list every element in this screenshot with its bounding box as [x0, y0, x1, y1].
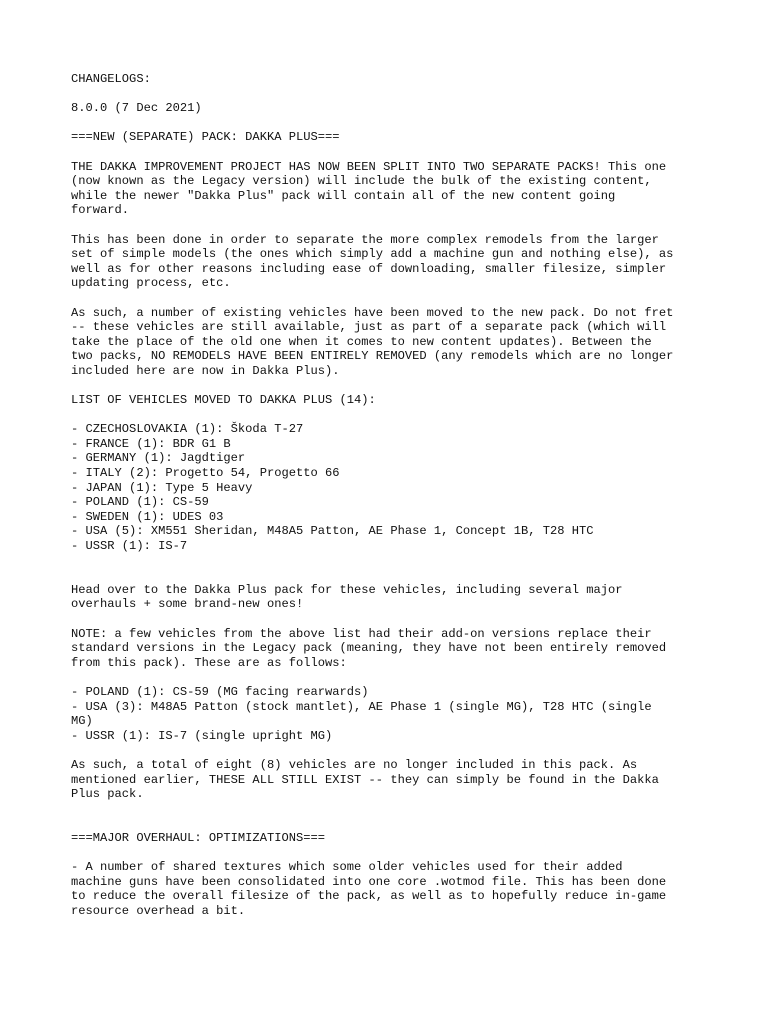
list-item: - ITALY (2): Progetto 54, Progetto 66 — [71, 466, 340, 481]
text-line: -- these vehicles are still available, just as part of a separate pack (which will — [71, 320, 667, 335]
list-item: - SWEDEN (1): UDES 03 — [71, 509, 224, 524]
text-line: As such, a total of eight (8) vehicles are no longer included in this pack. As — [71, 757, 638, 772]
list-item: - USSR (1): IS-7 — [71, 539, 188, 553]
text-line: well as for other reasons including ease of downloading, smaller filesize, simpler — [71, 261, 667, 276]
paragraph-optimizations — [71, 860, 711, 918]
text-line: forward. — [71, 203, 130, 218]
paragraph-split-reason — [71, 233, 711, 291]
list-item: - POLAND (1): CS-59 — [71, 495, 209, 510]
list-item: - FRANCE (1): BDR G1 B — [71, 436, 231, 451]
text-line: - A number of shared textures which some older vehicles used for their added — [71, 860, 623, 875]
list-item: - USA (5): XM551 Sheridan, M48A5 Patton, AE Phase 1, Concept 1B, T28 HTC — [71, 524, 594, 539]
moved-vehicles-list — [71, 422, 711, 553]
text-line: As such, a number of existing vehicles have been moved to the new pack. Do not fret — [71, 305, 674, 320]
list-item: MG) — [71, 714, 93, 729]
section-title-dakka-plus: ===NEW (SEPARATE) PACK: DAKKA PLUS=== — [71, 130, 340, 145]
text-line: standard versions in the Legacy pack (meaning, they have not been entirely removed — [71, 641, 667, 656]
list-item: - USSR (1): IS-7 (single upright MG) — [71, 728, 333, 743]
text-line: from this pack). These are as follows: — [71, 655, 347, 670]
version-label: 8.0.0 (7 Dec 2021) — [71, 101, 202, 116]
text-line: set of simple models (the ones which simply add a machine gun and nothing else), as — [71, 247, 674, 262]
text-line: machine guns have been consolidated into one core .wotmod file. This has been done — [71, 874, 667, 889]
text-line: Plus pack. — [71, 787, 144, 802]
text-line: This has been done in order to separate the more complex remodels from the larger — [71, 232, 659, 247]
paragraph-head-over — [71, 583, 711, 612]
text-line: overhauls + some brand-new ones! — [71, 597, 304, 612]
text-line: take the place of the old one when it comes to new content updates). Between the — [71, 334, 652, 349]
list-item: - USA (3): M48A5 Patton (stock mantlet), AE Phase 1 (single MG), T28 HTC (single — [71, 699, 652, 714]
text-line: included here are now in Dakka Plus). — [71, 363, 340, 378]
list-item: - GERMANY (1): Jagdtiger — [71, 451, 246, 466]
text-line: mentioned earlier, THESE ALL STILL EXIST -- they can simply be found in the Dakka — [71, 772, 659, 787]
text-line: while the newer "Dakka Plus" pack will contain all of the new content going — [71, 188, 616, 203]
paragraph-total-removed — [71, 758, 711, 802]
text-line: two packs, NO REMODELS HAVE BEEN ENTIRELY REMOVED (any remodels which are no longer — [71, 349, 674, 364]
changelog-heading: CHANGELOGS: — [71, 72, 151, 86]
moved-vehicles-list-title: LIST OF VEHICLES MOVED TO DAKKA PLUS (14): — [71, 393, 376, 408]
list-item: - POLAND (1): CS-59 (MG facing rearwards) — [71, 684, 369, 699]
paragraph-note — [71, 627, 711, 671]
section-title-optimizations: ===MAJOR OVERHAUL: OPTIMIZATIONS=== — [71, 830, 326, 845]
text-line: updating process, etc. — [71, 276, 231, 291]
replaced-vehicles-list — [71, 685, 711, 743]
text-line: Head over to the Dakka Plus pack for these vehicles, including several major — [71, 582, 623, 597]
changelog-document — [71, 72, 711, 918]
text-line: THE DAKKA IMPROVEMENT PROJECT HAS NOW BEEN SPLIT INTO TWO SEPARATE PACKS! This one — [71, 159, 667, 174]
text-line: (now known as the Legacy version) will include the bulk of the existing content, — [71, 174, 652, 189]
text-line: NOTE: a few vehicles from the above list had their add-on versions replace their — [71, 626, 652, 641]
text-line: resource overhead a bit. — [71, 903, 246, 918]
paragraph-moved-vehicles — [71, 306, 711, 379]
list-item: - JAPAN (1): Type 5 Heavy — [71, 480, 253, 495]
paragraph-split-announcement — [71, 160, 711, 218]
list-item: - CZECHOSLOVAKIA (1): Škoda T-27 — [71, 422, 304, 437]
text-line: to reduce the overall filesize of the pack, as well as to hopefully reduce in-game — [71, 889, 667, 904]
